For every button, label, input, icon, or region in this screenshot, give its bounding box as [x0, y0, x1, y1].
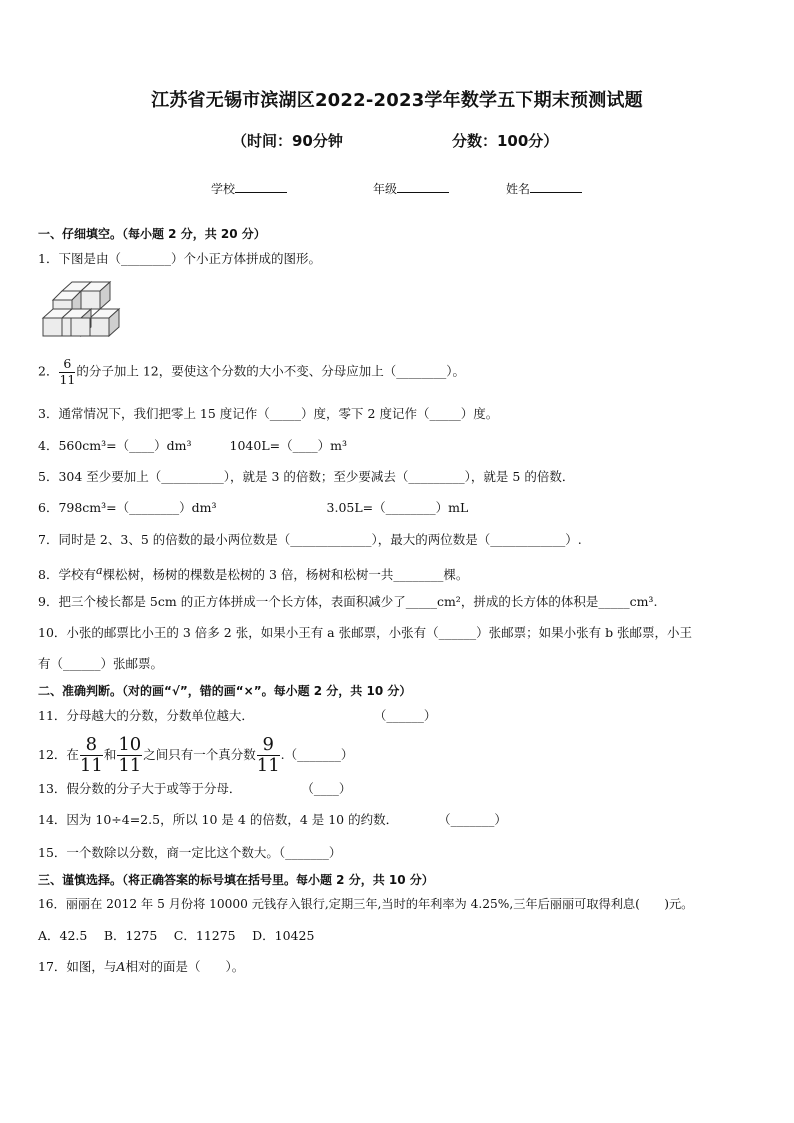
fraction-10-11: $\frac{10}{11}$ — [118, 734, 142, 776]
score-info: 分数：100分） — [452, 132, 559, 150]
question-2: 2． $\frac{6}{11}$ 的分子加上 12，要使这个分数的大小不变、分母应加上（________）。 — [38, 356, 465, 387]
time-info: （时间：90分钟 — [232, 132, 343, 150]
name-field — [506, 180, 582, 197]
question-12: 12．在 $\frac{8}{11}$ 和 $\frac{10}{11}$ 之间只有一个真分数 $\frac{9}{11}$ .（_______） — [38, 734, 354, 776]
question-15: 15．一个数除以分数，商一定比这个数大。（_______） — [38, 845, 342, 860]
school-blank — [235, 181, 287, 193]
page-title: 江苏省无锡市滨湖区2022-2023学年数学五下期末预测试题 — [151, 90, 643, 111]
name-blank — [530, 181, 582, 193]
question-17: 17．如图，与A相对的面是（ ）。 — [38, 959, 245, 974]
question-10-line-2: 有（______）张邮票。 — [38, 656, 164, 671]
fraction-8-11: $\frac{8}{11}$ — [79, 734, 103, 776]
grade-label: 年级 — [373, 182, 398, 196]
grade-blank — [397, 181, 449, 193]
fraction-6-11: $\frac{6}{11}$ — [59, 356, 76, 387]
fraction-9-11: $\frac{9}{11}$ — [256, 734, 280, 776]
section-3-heading: 三、谨慎选择。（将正确答案的标号填在括号里。每小题 2 分，共 10 分） — [38, 873, 434, 887]
question-3: 3．通常情况下，我们把零上 15 度记作（_____）度，零下 2 度记作（_____）度。 — [38, 406, 499, 421]
question-7: 7．同时是 2、3、5 的倍数的最小两位数是（_____________），最大的两位数是（____________）. — [38, 532, 582, 547]
question-1: 1．下图是由（________）个小正方体拼成的图形。 — [38, 251, 321, 266]
question-16-options: A．42.5 B．1275 C．11275 D．10425 — [38, 928, 315, 943]
section-1-heading: 一、仔细填空。（每小题 2 分，共 20 分） — [38, 227, 266, 241]
question-13: 13．假分数的分子大于或等于分母． （____） — [38, 781, 352, 796]
question-5: 5．304 至少要加上（__________），就是 3 的倍数；至少要减去（_________），就是 5 的倍数． — [38, 469, 575, 484]
question-11: 11．分母越大的分数，分数单位越大． （______） — [38, 708, 437, 723]
question-8: 8．学校有a棵松树，杨树的棵数是松树的 3 倍，杨树和松树一共________棵。 — [38, 564, 469, 583]
grade-field — [373, 180, 449, 197]
question-4: 4．560cm³=（____）dm³ 1040L=（____）m³ — [38, 438, 347, 453]
question-10-line-1: 10．小张的邮票比小王的 3 倍多 2 张，如果小王有 a 张邮票，小张有（______）张邮票；如果小张有 b 张邮票，小王 — [38, 625, 693, 640]
name-label: 姓名 — [506, 182, 531, 196]
cube-figure — [40, 279, 132, 345]
question-14: 14．因为 10÷4=2.5，所以 10 是 4 的倍数，4 是 10 的约数． （_______） — [38, 812, 507, 827]
question-6: 6．798cm³=（________）dm³ 3.05L=（________）mL — [38, 500, 469, 515]
school-field — [211, 180, 287, 197]
question-16: 16．丽丽在 2012 年 5 月份将 10000 元钱存入银行,定期三年,当时的年利率为 4.25%,三年后丽丽可取得利息( )元。 — [38, 897, 694, 911]
section-2-heading: 二、准确判断。（对的画“√”，错的画“×”。每小题 2 分，共 10 分） — [38, 684, 412, 698]
school-label: 学校 — [211, 182, 236, 196]
question-9: 9．把三个棱长都是 5cm 的正方体拼成一个长方体，表面积减少了_____cm²，拼成的长方体的体积是_____cm³. — [38, 594, 658, 609]
